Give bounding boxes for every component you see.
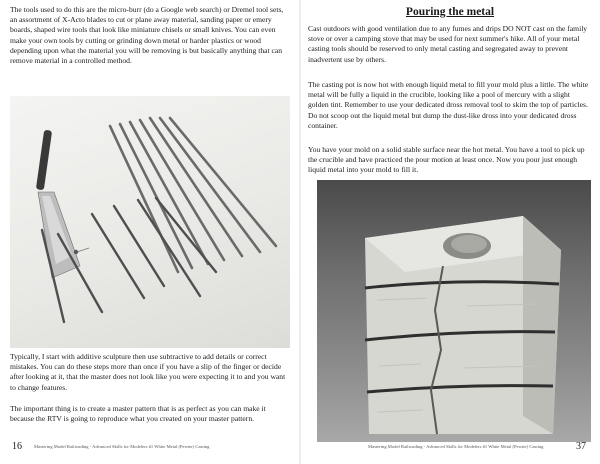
right-footer: Mastering Model Railroading - Advanced Skills for Modelers #1 White Metal (Pewter) Casting	[368, 444, 544, 449]
wire-rods-icon	[110, 118, 276, 272]
section-heading: Pouring the metal	[405, 6, 495, 18]
sculpting-tools-illustration	[10, 96, 290, 348]
left-paragraph-sculpture: Typically, I start with additive sculpture then use subtractive to add details or correct mistakes. You can do these steps more than once if you have a slip of the finger or decide after looking at it, that the master does not look like you were expecting it to and you want to change features.	[10, 352, 286, 392]
right-page-number: 37	[576, 441, 586, 452]
right-paragraph-ventilation: Cast outdoors with good ventilation due to any fumes and drips DO NOT cast on the family stove or over a camping stove that may be used for next summer's hike. All of your metal casting tools should be reserved to only metal casting and segregated away to prevent inadvertent use by others.	[308, 24, 588, 64]
xacto-knife-icon	[36, 130, 80, 278]
left-page-number: 16	[12, 441, 22, 452]
rtv-mold-illustration	[317, 180, 591, 442]
left-footer: Mastering Model Railroading - Advanced Skills for Modelers #1 White Metal (Pewter) Casting	[34, 444, 210, 449]
right-paragraph-casting-pot: The casting pot is now hot with enough liquid metal to fill your mold plus a little. The white metal will be fully a liquid in the crucible, looking like a pool of mercury with a slight golden tint. Remember to use your dedicated dross removal tool to skim the top of particles. Do not scoop out the liquid metal but dump the dust-like dross into your dedicated dross container.	[308, 80, 589, 130]
left-paragraph-master: The important thing is to create a master pattern that is as perfect as you can make it because the RTV is going to reproduce what you created on your master pattern.	[10, 404, 266, 424]
page-gutter	[299, 0, 301, 464]
sculpting-tools-photo	[10, 96, 290, 348]
mold-photo	[317, 180, 591, 442]
left-paragraph-tools: The tools used to do this are the micro-burr (do a Google web search) or Dremel tool sets, an assortment of X-Acto blades to cut or plane away material, sanding paper or emery boards, shaped wire tools that look like miniature chisels or small knives. You can even make your own tools by cutting or grinding down metal or harder plastics or wood depending upon what the material you will be removing is but basically anything that can remove material in a controlled method.	[10, 5, 284, 66]
right-paragraph-pour: You have your mold on a solid stable surface near the hot metal. You have a tool to pick up the crucible and have practiced the pour motion at least once. Now you pour just enough liquid metal into your mold to fill it.	[308, 145, 585, 175]
